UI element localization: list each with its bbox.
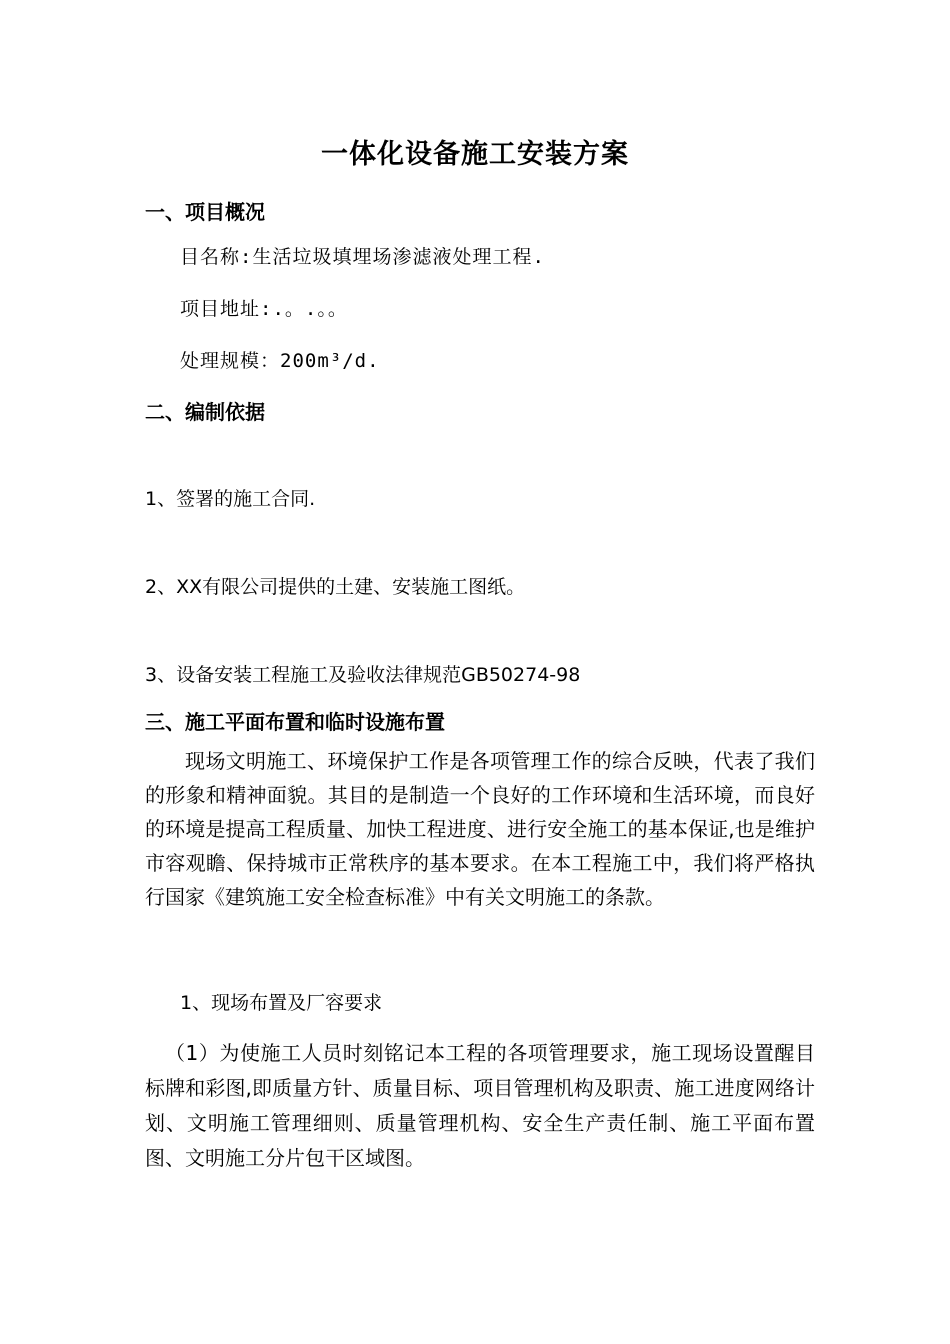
layout-paragraph: 现场文明施工、环境保护工作是各项管理工作的综合反映，代表了我们的形象和精神面貌。其目的是制造一个良好的工作环境和生活环境，而良好的环境是提高工程质量、加快工程进度、进行安全施工的基本保证,也是维护市容观瞻、保持城市正常秩序的基本要求。在本工程施工中，我们将严格执行国家《建筑施工安全检查标准》中有关文明施工的条款。	[145, 749, 815, 909]
basis-item-1: 1、签署的施工合同.	[145, 488, 316, 510]
basis-item-3: 3、设备安装工程施工及验收法律规范GB50274-98	[145, 664, 581, 686]
project-name-field: 目名称:生活垃圾填埋场渗滤液处理工程.	[180, 246, 545, 268]
section-heading-layout: 三、施工平面布置和临时设施布置	[145, 710, 445, 734]
site-layout-paragraph: （1）为使施工人员时刻铭记本工程的各项管理要求，施工现场设置醒目标牌和彩图,即质量方针、质量目标、项目管理机构及职责、施工进度网络计划、文明施工管理细则、质量管理机构、安全生产责任制、施工平面布置图、文明施工分片包干区域图。	[145, 1041, 815, 1170]
section-heading-overview: 一、项目概况	[145, 200, 265, 224]
basis-item-2: 2、XX有限公司提供的土建、安装施工图纸。	[145, 576, 526, 598]
document-title: 一体化设备施工安装方案	[321, 139, 629, 170]
project-scale-field: 处理规模：200m³/d.	[180, 350, 380, 372]
project-address-field: 项目地址:.。.。。	[180, 298, 348, 320]
subheading-site-layout: 1、现场布置及厂容要求	[180, 992, 383, 1014]
section-heading-basis: 二、编制依据	[145, 400, 265, 424]
